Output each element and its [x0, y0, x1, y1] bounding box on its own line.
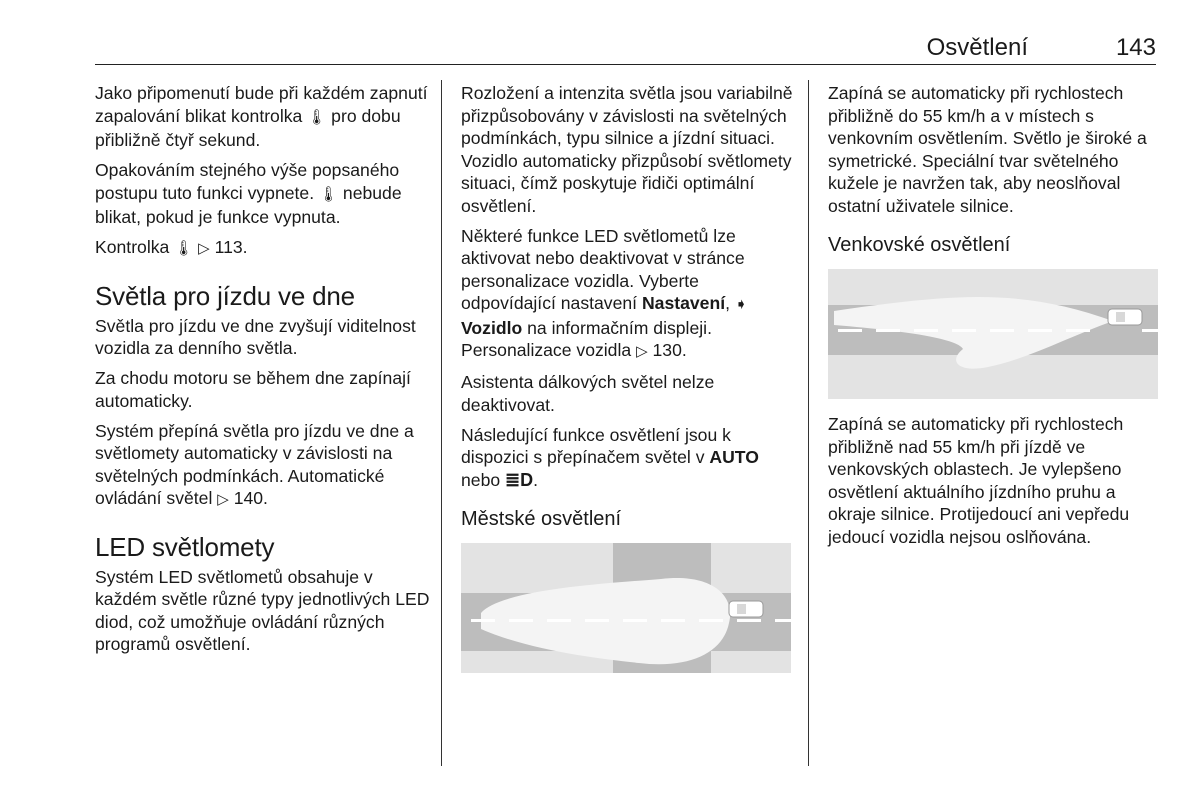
paragraph: Světla pro jízdu ve dne zvyšují viditelnost vozidla za denního světla. — [95, 315, 416, 358]
section-heading-city-lighting: Městské osvětlení — [461, 508, 622, 530]
column-divider-1 — [441, 80, 442, 766]
column-2 — [461, 82, 793, 687]
paragraph: Systém LED světlometů obsahuje v každém světle různé typy jednotlivých LED diod, což umožňuje ovládání různých programů osvětlení. — [95, 566, 430, 654]
page-reference-arrow-icon: ▷ — [217, 491, 229, 508]
paragraph: Kontrolka 🌡 ▷ 113. — [95, 236, 431, 261]
lamp-indicator-icon: 🌡 — [318, 185, 339, 203]
menu-item-vehicle: Vozidlo — [461, 317, 523, 338]
paragraph: Následující funkce osvětlení jsou k dispozici s přepínačem světel v AUTO nebo ≣D. — [461, 424, 759, 490]
paragraph: Rozložení a intenzita světla jsou variabilně přizpůsobovány v závislosti na světelných podmínkách, typu silnice a jízdní situaci. Vozidlo automaticky přizpůsobí světlomety situaci, čímž poskytuje řidiči optimální osvětlení. — [461, 83, 793, 216]
page-number: 143 — [1115, 34, 1156, 61]
column-1 — [95, 82, 431, 663]
paragraph: Systém přepíná světla pro jízdu ve dne a světlomety automaticky v závislosti na světelných podmínkách. Automatické ovládání světel ▷ 140. — [95, 420, 431, 512]
page-reference-arrow-icon: ▷ — [198, 240, 210, 257]
page-reference-arrow-icon: ▷ — [636, 343, 648, 360]
section-heading-led: LED světlomety — [95, 531, 275, 562]
section-heading-country-lighting: Venkovské osvětlení — [828, 234, 1011, 256]
column-divider-2 — [808, 80, 809, 766]
section-heading-day-lights: Světla pro jízdu ve dne — [95, 280, 355, 311]
menu-arrow-icon: ➧ — [734, 296, 748, 313]
section-title: Osvětlení — [926, 34, 1028, 61]
paragraph: Některé funkce LED světlometů lze aktivovat nebo deaktivovat v stránce personalizace vozidla. Vyberte odpovídající nastavení Nastavení, ➧ Vozidlo na informačním displeji. Personalizace vozidla ▷ 130. — [461, 225, 793, 364]
page-header — [95, 30, 1156, 65]
paragraph: Zapíná se automaticky při rychlostech přibližně do 55 km/h a v místech s venkovním osvětlením. Světlo je široké a symetrické. Speciální tvar světelného kužele je navržen tak, aby neoslňoval ostatní uživatele silnice. — [828, 83, 1147, 216]
city-lighting-illustration — [461, 543, 791, 673]
paragraph: Asistenta dálkových světel nelze deaktivovat. — [461, 372, 715, 415]
page-reference[interactable]: 130. — [652, 340, 687, 360]
country-lighting-illustration — [828, 269, 1158, 399]
headlight-beam-icon: ≣D — [505, 469, 534, 490]
page-reference[interactable]: 113. — [214, 237, 248, 257]
menu-item-settings: Nastavení — [641, 293, 726, 313]
page-reference[interactable]: 140. — [233, 488, 268, 508]
lamp-indicator-icon: 🌡 — [307, 108, 327, 126]
paragraph: Opakováním stejného výše popsaného postupu tuto funkci vypnete. 🌡 nebude blikat, pokud je funkce vypnuta. — [95, 160, 402, 227]
paragraph: Zapíná se automaticky při rychlostech přibližně nad 55 km/h při jízdě ve venkovských oblastech. Je vylepšeno osvětlení aktuálního jízdního pruhu a okraje silnice. Protijedoucí ani vepředu jedoucí vozidla nejsou oslňována. — [828, 414, 1130, 547]
auto-label: AUTO — [709, 447, 759, 467]
column-3 — [828, 82, 1158, 556]
paragraph: Za chodu motoru se během dne zapínají automaticky. — [95, 368, 411, 411]
paragraph: Jako připomenutí bude při každém zapnutí zapalování blikat kontrolka 🌡 pro dobu přibližně čtyř sekund. — [95, 83, 428, 150]
lamp-indicator-icon: 🌡 — [174, 240, 194, 257]
